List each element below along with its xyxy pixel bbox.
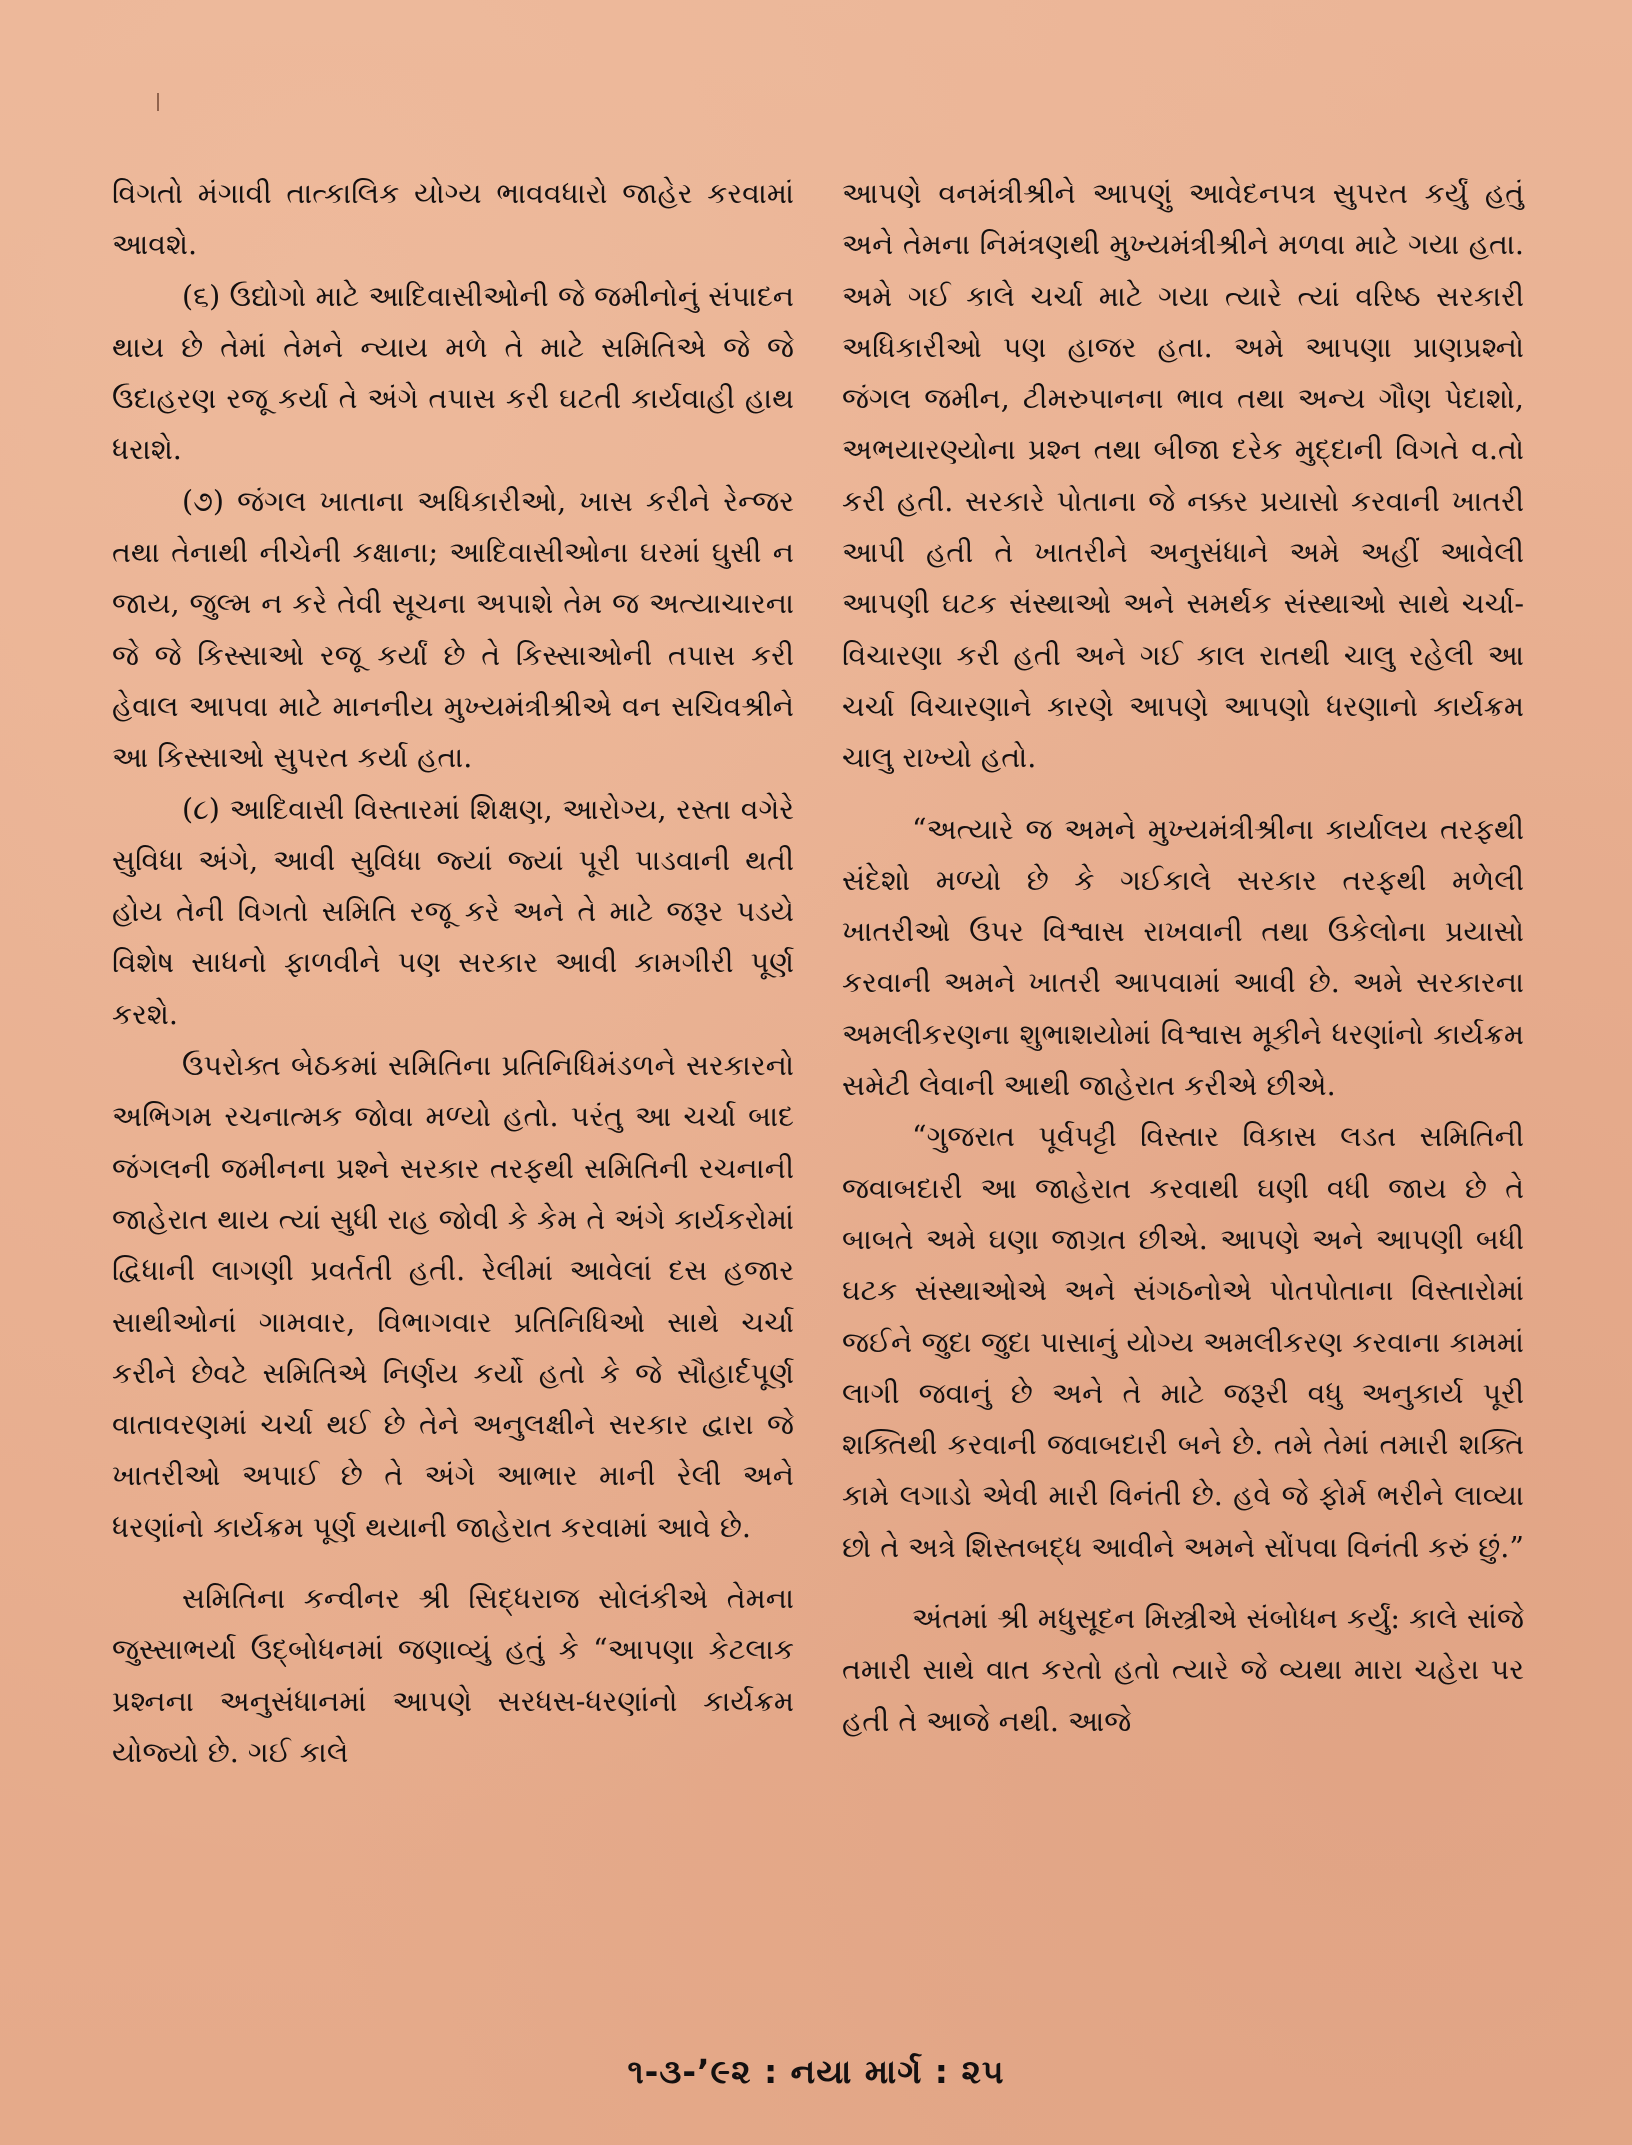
paragraph-point-6: (૬) ઉદ્યોગો માટે આદિવાસીઓની જે જમીનોનું સંપાદન થાય છે તેમાં તેમને ન્યાય મળે તે માટે સમિતિએ જે જે ઉદાહરણ રજૂ કર્યા તે અંગે તપાસ કરી ઘટતી કાર્યવાહી હાથ ધરાશે. xyxy=(112,279,794,467)
page-footer: ૧-૩-’૯૨ : નયા માર્ગ : ૨૫ xyxy=(627,2052,1005,2091)
paragraph-continuation: વિગતો મંગાવી તાત્કાલિક યોગ્ય ભાવવધારો જાહેર કરવામાં આવશે. xyxy=(112,177,794,262)
right-column xyxy=(842,168,1524,1747)
left-column xyxy=(112,168,794,1778)
paragraph-meeting-outcome: ઉપરોક્ત બેઠકમાં સમિતિના પ્રતિનિધિમંડળને સરકારનો અભિગમ રચનાત્મક જોવા મળ્યો હતો. પરંતુ આ ચર્ચા બાદ જંગલની જમીનના પ્રશ્ને સરકાર તરફથી સમિતિની રચનાની જાહેરાત થાય ત્યાં સુધી રાહ જોવી કે કેમ તે અંગે કાર્યકરોમાં દ્વિધાની લાગણી પ્રવર્તતી હતી. રેલીમાં આવેલાં દસ હજાર સાથીઓનાં ગામવાર, વિભાગવાર પ્રતિનિધિઓ સાથે ચર્ચા કરીને છેવટે સમિતિએ નિર્ણય કર્યો હતો કે જે સૌહાર્દપૂર્ણ વાતાવરણમાં ચર્ચા થઈ છે તેને અનુલક્ષીને સરકાર દ્વારા જે ખાતરીઓ અપાઈ છે તે અંગે આભાર માની રેલી અને ધરણાંનો કાર્યક્રમ પૂર્ણ થયાની જાહેરાત કરવામાં આવે છે. xyxy=(112,1049,794,1544)
paragraph-point-7: (૭) જંગલ ખાતાના અધિકારીઓ, ખાસ કરીને રેન્જર તથા તેનાથી નીચેની કક્ષાના; આદિવાસીઓના ઘરમાં ઘુસી ન જાય, જુલ્મ ન કરે તેવી સૂચના અપાશે તેમ જ અત્યાચારના જે જે કિસ્સાઓ રજૂ કર્યાં છે તે કિસ્સાઓની તપાસ કરી હેવાલ આપવા માટે માનનીય મુખ્યમંત્રીશ્રીએ વન સચિવશ્રીને આ કિસ્સાઓ સુપરત કર્યા હતા. xyxy=(112,484,794,775)
paragraph-point-8: (૮) આદિવાસી વિસ્તારમાં શિક્ષણ, આરોગ્ય, રસ્તા વગેરે સુવિધા અંગે, આવી સુવિધા જ્યાં જ્યાં પૂરી પાડવાની થતી હોય તેની વિગતો સમિતિ રજૂ કરે અને તે માટે જરૂર પડયે વિશેષ સાધનો ફાળવીને પણ સરકાર આવી કામગીરી પૂર્ણ કરશે. xyxy=(112,792,794,1031)
paragraph-convener-speech: સમિતિના કન્વીનર શ્રી સિદ્ધરાજ સોલંકીએ તેમના જુસ્સાભર્યા ઉદ્‌બોધનમાં જણાવ્યું હતું કે “આપણા કેટલાક પ્રશ્નના અનુસંધાનમાં આપણે સરધસ-ધરણાંનો કાર્યક્રમ યોજ્યો છે. ગઈ કાલે xyxy=(112,1582,794,1769)
paragraph-committee-responsibility: “ગુજરાત પૂર્વપટ્ટી વિસ્તાર વિકાસ લડત સમિતિની જવાબદારી આ જાહેરાત કરવાથી ઘણી વધી જાય છે તે બાબતે અમે ઘણા જાગ્રત છીએ. આપણે અને આપણી બધી ઘટક સંસ્થાઓએ અને સંગઠનોએ પોતપોતાના વિસ્તારોમાં જઈને જુદા જુદા પાસાનું યોગ્ય અમલીકરણ કરવાના કામમાં લાગી જવાનું છે અને તે માટે જરૂરી વધુ અનુકાર્ય પૂરી શક્તિથી કરવાની જવાબદારી બને છે. તમે તેમાં તમારી શક્તિ કામે લગાડો એવી મારી વિનંતી છે. હવે જે ફોર્મ ભરીને લાવ્યા છો તે અત્રે શિસ્તબદ્ધ આવીને અમને સોંપવા વિનંતી કરું છું.” xyxy=(842,1120,1524,1564)
paragraph-speech-continued: આપણે વનમંત્રીશ્રીને આપણું આવેદનપત્ર સુપરત કર્યું હતું અને તેમના નિમંત્રણથી મુખ્યમંત્રીશ્રીને મળવા માટે ગયા હતા. અમે ગઈ કાલે ચર્ચા માટે ગયા ત્યારે ત્યાં વરિષ્ઠ સરકારી અધિકારીઓ પણ હાજર હતા. અમે આપણા પ્રાણપ્રશ્નો જંગલ જમીન, ટીમરુપાનના ભાવ તથા અન્ય ગૌણ પેદાશો, અભયારણ્યોના પ્રશ્ન તથા બીજા દરેક મુદ્દાની વિગતે વ.તો કરી હતી. સરકારે પોતાના જે નક્કર પ્રયાસો કરવાની ખાતરી આપી હતી તે ખાતરીને અનુસંધાને અમે અહીં આવેલી આપણી ઘટક સંસ્થાઓ અને સમર્થક સંસ્થાઓ સાથે ચર્ચા-વિચારણા કરી હતી અને ગઈ કાલ રાતથી ચાલુ રહેલી આ ચર્ચા વિચારણાને કારણે આપણે આપણો ધરણાનો કાર્યક્રમ ચાલુ રાખ્યો હતો. xyxy=(842,177,1524,775)
paragraph-mistry-address: અંતમાં શ્રી મધુસૂદન મિસ્ત્રીએ સંબોધન કર્યું: કાલે સાંજે તમારી સાથે વાત કરતો હતો ત્યારે જે વ્યથા મારા ચહેરા પર હતી તે આજે નથી. આજે xyxy=(842,1602,1524,1738)
paragraph-cm-message: “અત્યારે જ અમને મુખ્યમંત્રીશ્રીના કાર્યાલય તરફથી સંદેશો મળ્યો છે કે ગઈકાલે સરકાર તરફથી મળેલી ખાતરીઓ ઉપર વિશ્વાસ રાખવાની તથા ઉકેલોના પ્રયાસો કરવાની અમને ખાતરી આપવામાં આવી છે. અમે સરકારના અમલીકરણના શુભાશયોમાં વિશ્વાસ મૂકીને ધરણાંનો કાર્યક્રમ સમેટી લેવાની આથી જાહેરાત કરીએ છીએ. xyxy=(842,812,1524,1103)
ink-mark xyxy=(157,93,159,111)
